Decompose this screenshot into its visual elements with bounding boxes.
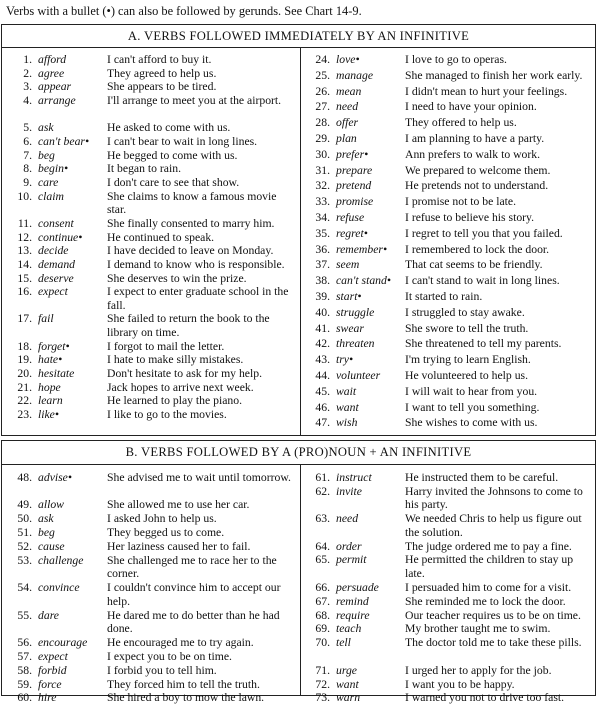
entry-number: 63. — [315, 512, 330, 526]
entry-example: She swore to tell the truth. — [405, 321, 529, 335]
entry-example: He continued to speak. — [107, 230, 215, 244]
entry-number: 22. — [17, 394, 32, 408]
entry-example: He begged to come with us. — [107, 148, 238, 162]
entry-example: She allowed me to use her car. — [107, 498, 250, 512]
entry-example: My brother taught me to swim. — [405, 622, 551, 636]
entry-example: I will wait to hear from you. — [405, 384, 538, 398]
entry-number: 56. — [17, 635, 32, 649]
entry-example: I forgot to mail the letter. — [107, 339, 225, 353]
entry-example: I struggled to stay awake. — [405, 305, 525, 319]
entry-example: I expect you to be on time. — [107, 649, 232, 663]
section-b-divider — [2, 464, 595, 465]
entry-number: 38. — [315, 274, 330, 288]
gerund-note: Verbs with a bullet (•) can also be followed by gerunds. See Chart 14-9. — [6, 4, 362, 18]
entry-verb: teach — [336, 622, 362, 636]
entry-number: 69. — [315, 622, 330, 636]
entry-verb: arrange — [38, 94, 76, 108]
entry-example: She reminded me to lock the door. — [405, 594, 566, 608]
section-b-column-divider — [300, 464, 301, 695]
entry-verb: plan — [336, 132, 357, 145]
entry-verb: tell — [336, 636, 351, 650]
entry-verb: struggle — [336, 305, 375, 319]
entry-number: 21. — [17, 380, 32, 394]
entry-example: He dared me to do better than he had done. — [107, 608, 280, 635]
entry-verb: hope — [38, 380, 61, 394]
entry-example: She advised me to wait until tomorrow. — [107, 471, 291, 484]
entry-number: 66. — [315, 580, 330, 594]
entry-verb: order — [336, 539, 362, 553]
entry-verb: remind — [336, 594, 369, 608]
entry-verb: persuade — [336, 580, 379, 594]
entry-number: 47. — [315, 416, 330, 430]
entry-example: She claims to know a famous movie star. — [107, 189, 277, 217]
entry-number: 40. — [315, 305, 330, 319]
entry-number: 45. — [315, 384, 330, 398]
entry-verb: need — [336, 512, 359, 526]
entry-number: 61. — [315, 471, 330, 484]
entry-number: 30. — [315, 147, 330, 161]
entry-verb: consent — [38, 216, 74, 230]
entry-example: I asked John to help us. — [107, 512, 217, 526]
entry-number: 28. — [315, 116, 330, 130]
entry-example: I like to go to the movies. — [107, 408, 227, 421]
entry-verb: wish — [336, 416, 358, 430]
entry-number: 33. — [315, 195, 330, 209]
entry-example: I want you to be happy. — [405, 677, 515, 691]
entry-example: She challenged me to race her to the corner. — [107, 553, 277, 581]
entry-verb: deserve — [38, 271, 74, 285]
entry-example: She hired a boy to mow the lawn. — [107, 691, 265, 705]
entry-number: 70. — [315, 636, 330, 650]
entry-verb: expect — [38, 285, 68, 299]
entry-example: She appears to be tired. — [107, 80, 217, 94]
entry-verb: start• — [336, 290, 362, 303]
entry-verb: cause — [38, 540, 65, 553]
entry-verb: forbid — [38, 663, 67, 677]
entry-verb: need — [336, 100, 359, 114]
entry-number: 49. — [17, 498, 32, 512]
entry-example: I'm trying to learn English. — [405, 353, 531, 367]
entry-verb: require — [336, 608, 370, 622]
entry-example: She managed to finish her work early. — [405, 68, 583, 82]
entry-number: 43. — [315, 353, 330, 367]
entry-verb: dare — [38, 608, 59, 622]
entry-verb: encourage — [38, 635, 88, 649]
entry-verb: refuse — [336, 211, 365, 224]
entry-number: 27. — [315, 100, 330, 114]
entry-example: She finally consented to marry him. — [107, 216, 275, 230]
entry-number: 46. — [315, 400, 330, 414]
section-a-column-divider — [300, 47, 301, 435]
entry-verb: prefer• — [336, 147, 369, 161]
entry-example: I don't care to see that show. — [107, 176, 240, 189]
entry-verb: demand — [38, 257, 76, 271]
entry-example: I remembered to lock the door. — [405, 242, 550, 256]
entry-example: They forced him to tell the truth. — [107, 677, 260, 691]
entry-example: I persuaded him to come for a visit. — [405, 580, 572, 594]
entry-verb: swear — [336, 321, 364, 335]
entry-number: 23. — [17, 408, 32, 421]
entry-number: 65. — [315, 553, 330, 567]
entry-number: 62. — [315, 484, 330, 498]
entry-number: 44. — [315, 369, 330, 382]
entry-number: 37. — [315, 258, 330, 272]
entry-example: I am planning to have a party. — [405, 132, 545, 145]
entry-number: 6. — [23, 134, 32, 148]
entry-example: We prepared to welcome them. — [405, 163, 551, 177]
entry-number: 18. — [17, 339, 32, 353]
section-a-box — [1, 24, 596, 436]
entry-number: 11. — [17, 216, 32, 230]
entry-number: 17. — [17, 312, 32, 326]
entry-number: 7. — [23, 148, 32, 162]
entry-number: 25. — [315, 68, 330, 82]
entry-verb: invite — [336, 484, 362, 498]
entry-number: 55. — [17, 608, 32, 622]
entry-verb: like• — [38, 408, 59, 421]
entry-number: 24. — [315, 53, 330, 66]
entry-number: 58. — [17, 663, 32, 677]
entry-example: Jack hopes to arrive next week. — [107, 380, 254, 394]
entry-verb: ask — [38, 512, 54, 526]
entry-number: 67. — [315, 594, 330, 608]
entry-example: We needed Chris to help us figure out the solution. — [405, 512, 582, 539]
entry-verb: forget• — [38, 339, 70, 353]
entry-number: 12. — [17, 230, 32, 244]
entry-number: 14. — [17, 257, 32, 271]
entry-number: 32. — [315, 179, 330, 193]
entry-verb: regret• — [336, 226, 368, 240]
entry-verb: allow — [38, 498, 64, 512]
entry-example: I urged her to apply for the job. — [405, 663, 552, 677]
entry-example: They offered to help us. — [405, 116, 517, 130]
entry-verb: remember• — [336, 242, 388, 256]
entry-verb: offer — [336, 116, 359, 130]
entry-verb: care — [38, 176, 59, 189]
entry-number: 3. — [23, 80, 32, 94]
entry-example: I didn't mean to hurt your feelings. — [405, 84, 568, 98]
entry-number: 72. — [315, 677, 330, 691]
entry-example: The judge ordered me to pay a fine. — [405, 539, 572, 553]
entry-example: He permitted the children to stay up late. — [405, 553, 574, 580]
entry-number: 35. — [315, 226, 330, 240]
entry-example: I demand to know who is responsible. — [107, 257, 285, 271]
entry-number: 34. — [315, 211, 330, 224]
entry-number: 59. — [17, 677, 32, 691]
entry-example: He pretends not to understand. — [405, 179, 549, 193]
entry-example: I have decided to leave on Monday. — [107, 244, 274, 258]
entry-example: I expect to enter graduate school in the fall. — [107, 285, 289, 312]
entry-example: I need to have your opinion. — [405, 100, 537, 114]
section-a-title: A. VERBS FOLLOWED IMMEDIATELY BY AN INFINITIVE — [127, 29, 470, 43]
entry-example: He instructed them to be careful. — [405, 471, 559, 484]
entry-number: 42. — [315, 337, 330, 351]
entry-verb: love• — [336, 53, 360, 66]
entry-verb: force — [38, 677, 62, 691]
entry-number: 52. — [17, 540, 32, 553]
entry-example: They begged us to come. — [107, 526, 225, 540]
entry-number: 53. — [17, 553, 32, 567]
entry-number: 48. — [17, 471, 32, 484]
entry-verb: pretend — [336, 179, 372, 193]
entry-verb: can't stand• — [336, 274, 391, 288]
entry-number: 29. — [315, 132, 330, 145]
entry-verb: try• — [336, 353, 354, 367]
entry-number: 71. — [315, 663, 330, 677]
entry-example: She failed to return the book to the library on time. — [107, 312, 270, 339]
entry-number: 50. — [17, 512, 32, 526]
entry-example: I hate to make silly mistakes. — [107, 353, 244, 367]
entry-verb: prepare — [336, 163, 373, 177]
entry-verb: beg — [38, 148, 55, 162]
entry-verb: want — [336, 677, 359, 691]
entry-number: 2. — [23, 66, 32, 80]
entry-verb: mean — [336, 84, 362, 98]
entry-example: I want to tell you something. — [405, 400, 540, 414]
entry-number: 5. — [23, 121, 32, 135]
entry-number: 4. — [23, 94, 32, 108]
entry-example: She deserves to win the prize. — [107, 271, 247, 285]
entry-number: 16. — [17, 285, 32, 299]
entry-verb: decide — [38, 244, 69, 258]
entry-example: She threatened to tell my parents. — [405, 337, 562, 351]
entry-number: 9. — [23, 176, 32, 189]
entry-example: It started to rain. — [405, 290, 483, 303]
entry-verb: begin• — [38, 162, 69, 176]
entry-verb: afford — [38, 53, 67, 66]
entry-example: He learned to play the piano. — [107, 394, 243, 408]
entry-example: I love to go to operas. — [405, 53, 507, 66]
entry-example: I promise not to be late. — [405, 195, 517, 209]
entry-number: 60. — [17, 691, 32, 705]
entry-example: I'll arrange to meet you at the airport. — [107, 94, 282, 108]
entry-verb: want — [336, 400, 359, 414]
entry-verb: wait — [336, 384, 357, 398]
section-a-divider — [2, 47, 595, 48]
entry-example: I can't afford to buy it. — [107, 53, 212, 66]
entry-example: Harry invited the Johnsons to come to his party. — [405, 484, 583, 512]
entry-number: 10. — [17, 189, 32, 203]
entry-verb: agree — [38, 66, 65, 80]
entry-example: It began to rain. — [107, 162, 181, 176]
entry-number: 64. — [315, 539, 330, 553]
entry-verb: challenge — [38, 553, 84, 567]
entry-example: Don't hesitate to ask for my help. — [107, 366, 262, 380]
entry-number: 13. — [17, 244, 32, 258]
entry-example: I regret to tell you that you failed. — [405, 226, 563, 240]
entry-number: 51. — [17, 526, 32, 540]
entry-example: The doctor told me to take these pills. — [405, 636, 582, 650]
entry-verb: promise — [336, 195, 374, 209]
entry-verb: urge — [336, 663, 357, 677]
entry-number: 20. — [17, 366, 32, 380]
entry-number: 26. — [315, 84, 330, 98]
entry-number: 8. — [23, 162, 32, 176]
entry-example: He volunteered to help us. — [405, 369, 529, 382]
entry-example: I can't bear to wait in long lines. — [107, 134, 258, 148]
entry-verb: beg — [38, 526, 55, 540]
entry-number: 1. — [23, 53, 32, 66]
entry-example: I refuse to believe his story. — [405, 211, 535, 224]
entry-number: 68. — [315, 608, 330, 622]
entry-verb: seem — [336, 258, 360, 272]
entry-verb: fail — [38, 312, 54, 326]
entry-verb: advise• — [38, 471, 72, 484]
entry-example: Ann prefers to walk to work. — [405, 147, 541, 161]
entry-verb: appear — [38, 80, 72, 94]
entry-example: I can't stand to wait in long lines. — [405, 274, 560, 288]
entry-verb: can't bear• — [38, 134, 90, 148]
entry-example: They agreed to help us. — [107, 66, 217, 80]
entry-number: 73. — [315, 691, 330, 705]
entry-example: Her laziness caused her to fail. — [107, 540, 251, 553]
entry-verb: permit — [336, 553, 367, 567]
entry-example: He asked to come with us. — [107, 121, 231, 135]
entry-example: I forbid you to tell him. — [107, 663, 217, 677]
entry-example: I warned you not to drive too fast. — [405, 691, 565, 705]
entry-number: 36. — [315, 242, 330, 256]
entry-verb: volunteer — [336, 369, 381, 382]
entry-number: 15. — [17, 271, 32, 285]
section-b-title: B. VERBS FOLLOWED BY A (PRO)NOUN + AN INFINITIVE — [125, 445, 472, 459]
entry-verb: instruct — [336, 471, 372, 484]
entry-number: 54. — [17, 581, 32, 595]
entry-number: 19. — [17, 353, 32, 367]
entry-verb: ask — [38, 121, 54, 135]
entry-verb: hire — [38, 691, 57, 705]
entry-example: He encouraged me to try again. — [107, 635, 254, 649]
entry-verb: threaten — [336, 337, 375, 351]
entry-verb: hate• — [38, 353, 63, 367]
entry-example: That cat seems to be friendly. — [405, 258, 543, 272]
entry-verb: convince — [38, 581, 80, 595]
entry-verb: hesitate — [38, 366, 75, 380]
entry-number: 57. — [17, 649, 32, 663]
entry-verb: learn — [38, 394, 63, 408]
entry-example: I couldn't convince him to accept our help. — [107, 581, 281, 608]
entry-example: Our teacher requires us to be on time. — [405, 608, 581, 622]
entry-number: 39. — [315, 290, 330, 303]
entry-number: 31. — [315, 163, 330, 177]
entry-verb: claim — [38, 189, 64, 203]
entry-verb: expect — [38, 649, 68, 663]
entry-verb: continue• — [38, 230, 83, 244]
entry-verb: manage — [336, 68, 374, 82]
entry-example: She wishes to come with us. — [405, 416, 538, 430]
entry-verb: warn — [336, 691, 361, 705]
section-b-box — [1, 440, 596, 705]
entry-number: 41. — [315, 321, 330, 335]
